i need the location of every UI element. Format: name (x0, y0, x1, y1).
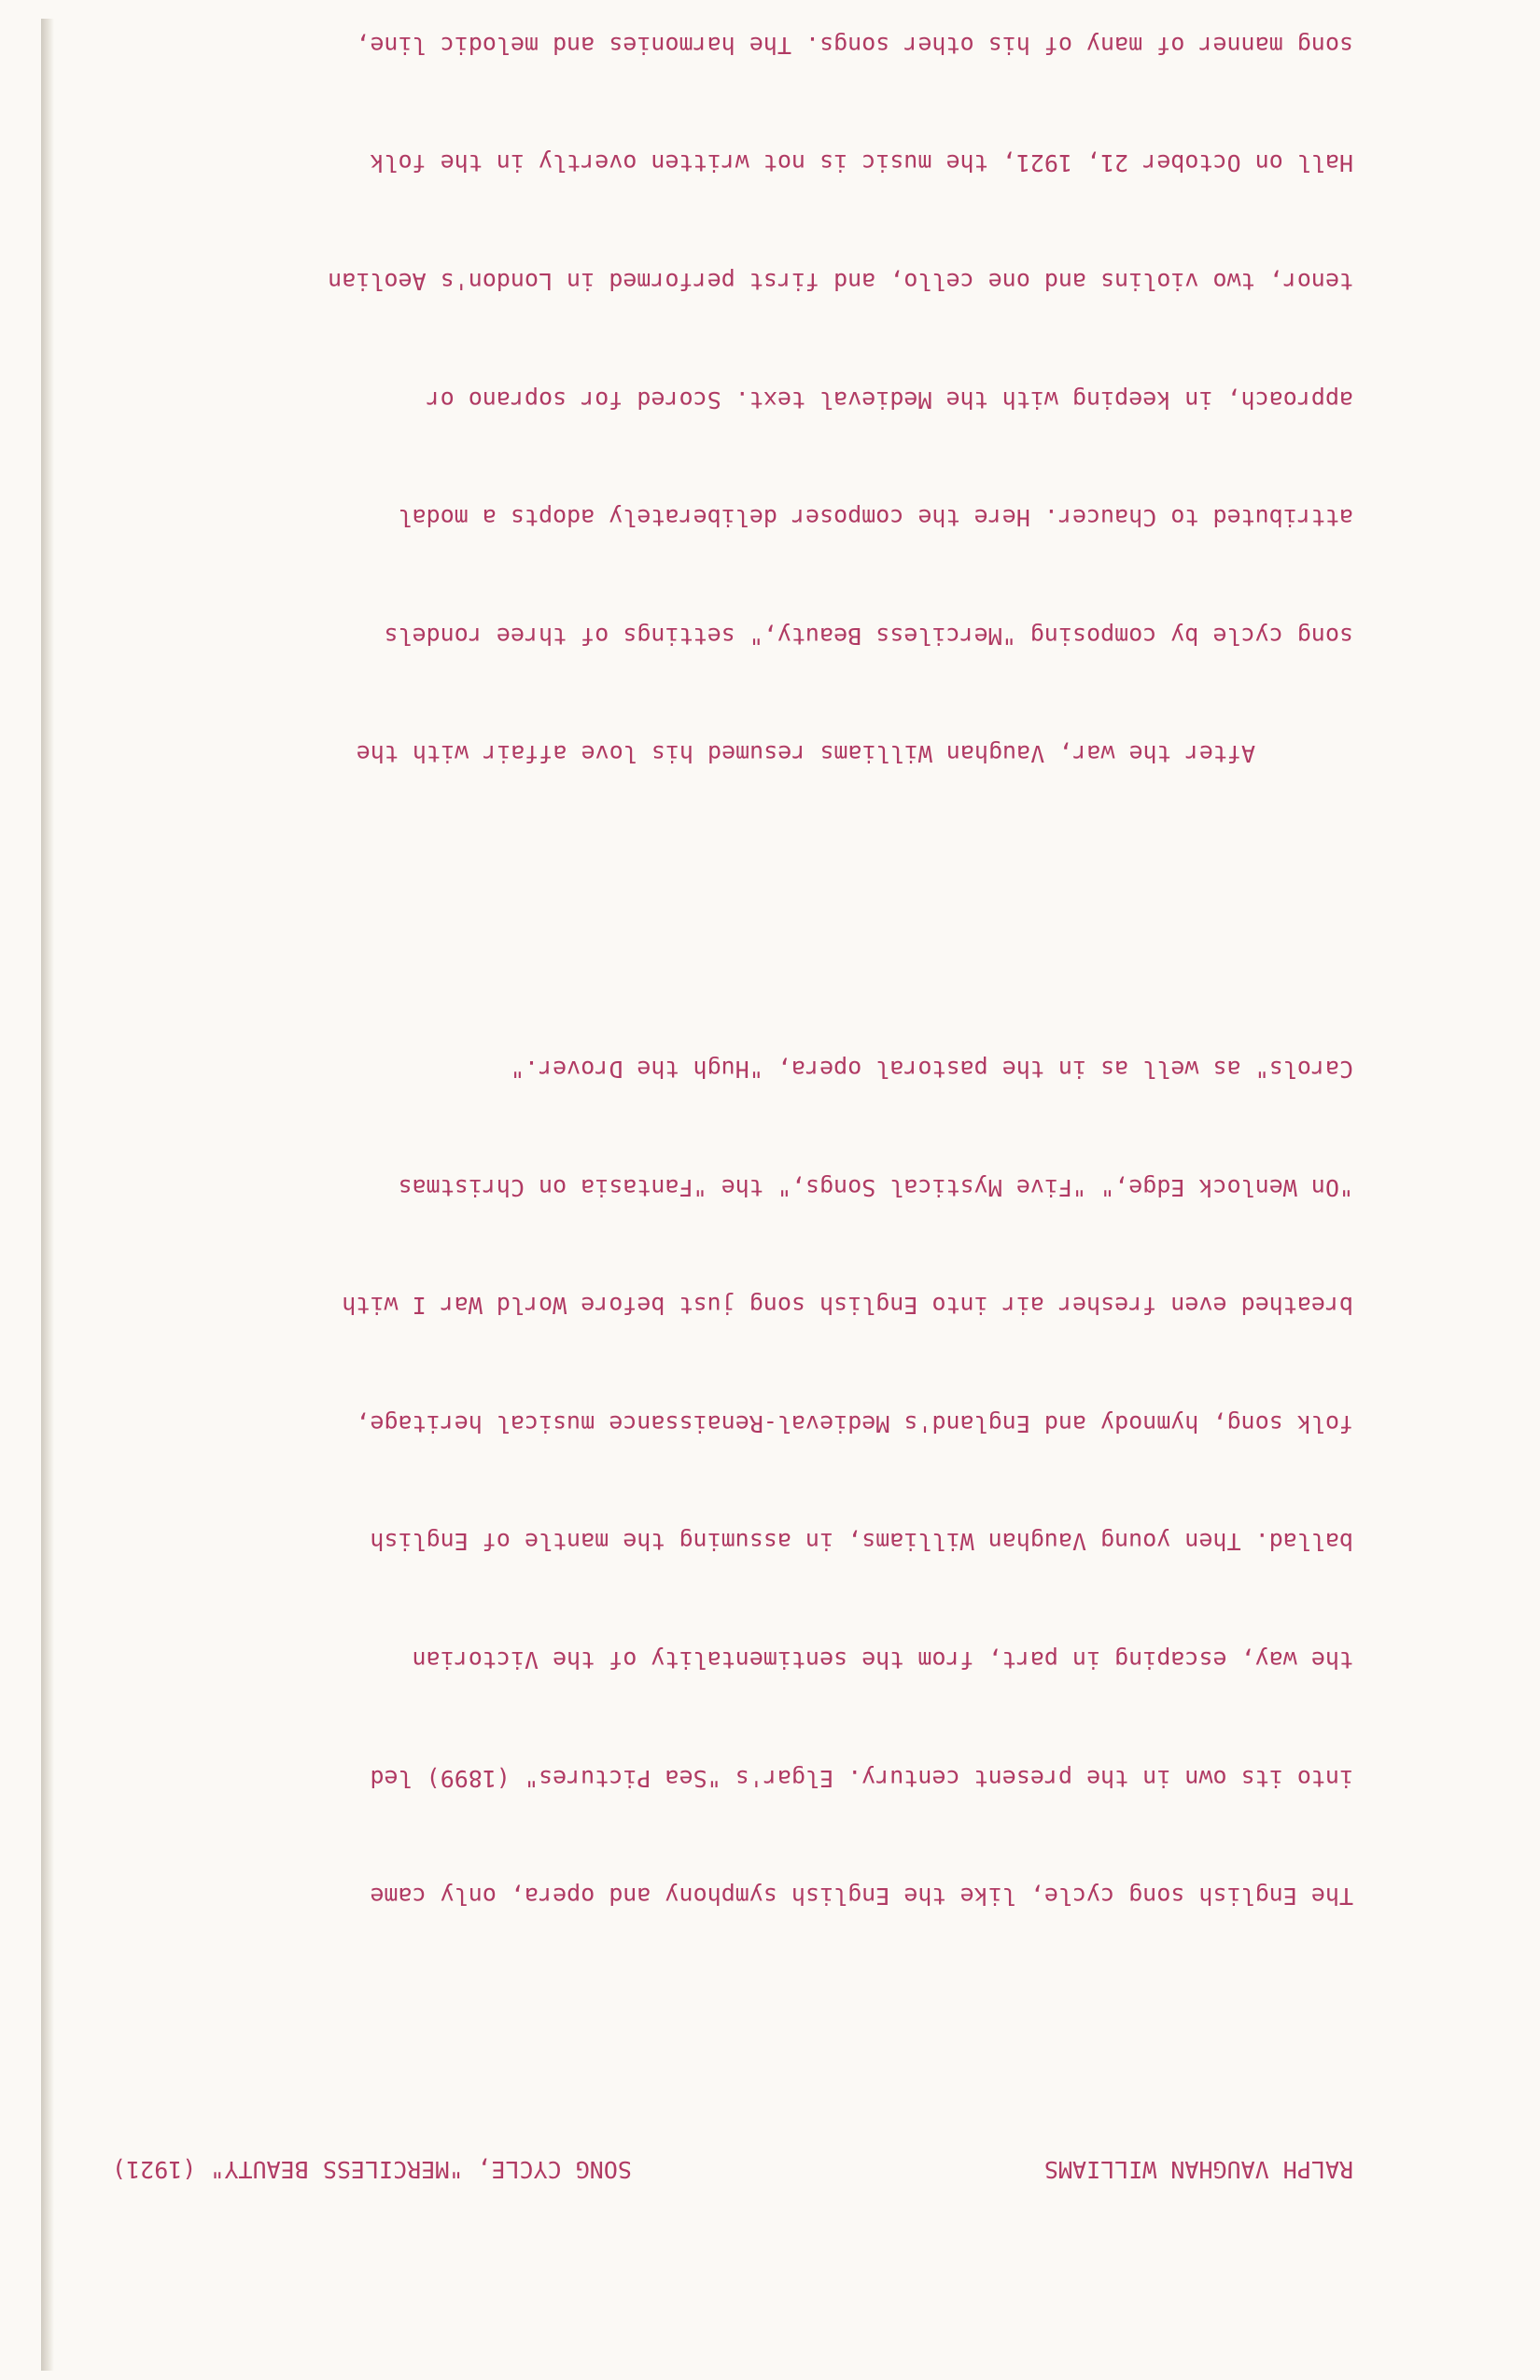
header-composer: RALPH VAUGHAN WILLIAMS (1043, 2156, 1353, 2184)
text-line: song cycle by composing "Merciless Beauty," settings of three rondels (384, 622, 1353, 650)
text-line: breathed even fresher air into English song just before World War I with (342, 1292, 1353, 1320)
text-line: into its own in the present century. Elgar's "Sea Pictures" (1899) led (370, 1764, 1353, 1792)
running-header (112, 2149, 1353, 2189)
text-line: Hall on October 21, 1921, the music is not written overtly in the folk (370, 149, 1353, 177)
intro-paragraph (112, 970, 1353, 1994)
text-line: folk song, hymnody and England's Medieval-Renaissance musical heritage, (356, 1409, 1353, 1437)
second-paragraph (112, 0, 1353, 852)
text-line: After the war, Vaughan Williams resumed his love affair with the (356, 740, 1255, 768)
text-line: the way, escaping in part, from the sentimentality of the Victorian (412, 1646, 1353, 1673)
text-line: ballad. Then young Vaughan Williams, in assuming the mantle of English (370, 1528, 1353, 1556)
text-line: Carols" as well as in the pastoral opera, "Hugh the Drover." (510, 1056, 1353, 1084)
text-line: The English song cycle, like the English symphony and opera, only came (370, 1883, 1353, 1911)
text-line: song manner of many of his other songs. The harmonies and melodic line, (356, 31, 1353, 59)
text-line: approach, in keeping with the Medieval text. Scored for soprano or (426, 385, 1353, 413)
typed-sheet (112, 0, 1353, 2307)
text-line: tenor, two violins and one cello, and first performed in London's Aeolian (328, 268, 1353, 296)
text-line: "On Wenlock Edge," "Five Mystical Songs," the "Fantasia on Christmas (398, 1173, 1353, 1201)
text-line: attributed to Chaucer. Here the composer deliberately adopts a modal (398, 504, 1353, 532)
header-work: SONG CYCLE, "MERCILESS BEAUTY" (1921) (112, 2156, 632, 2184)
